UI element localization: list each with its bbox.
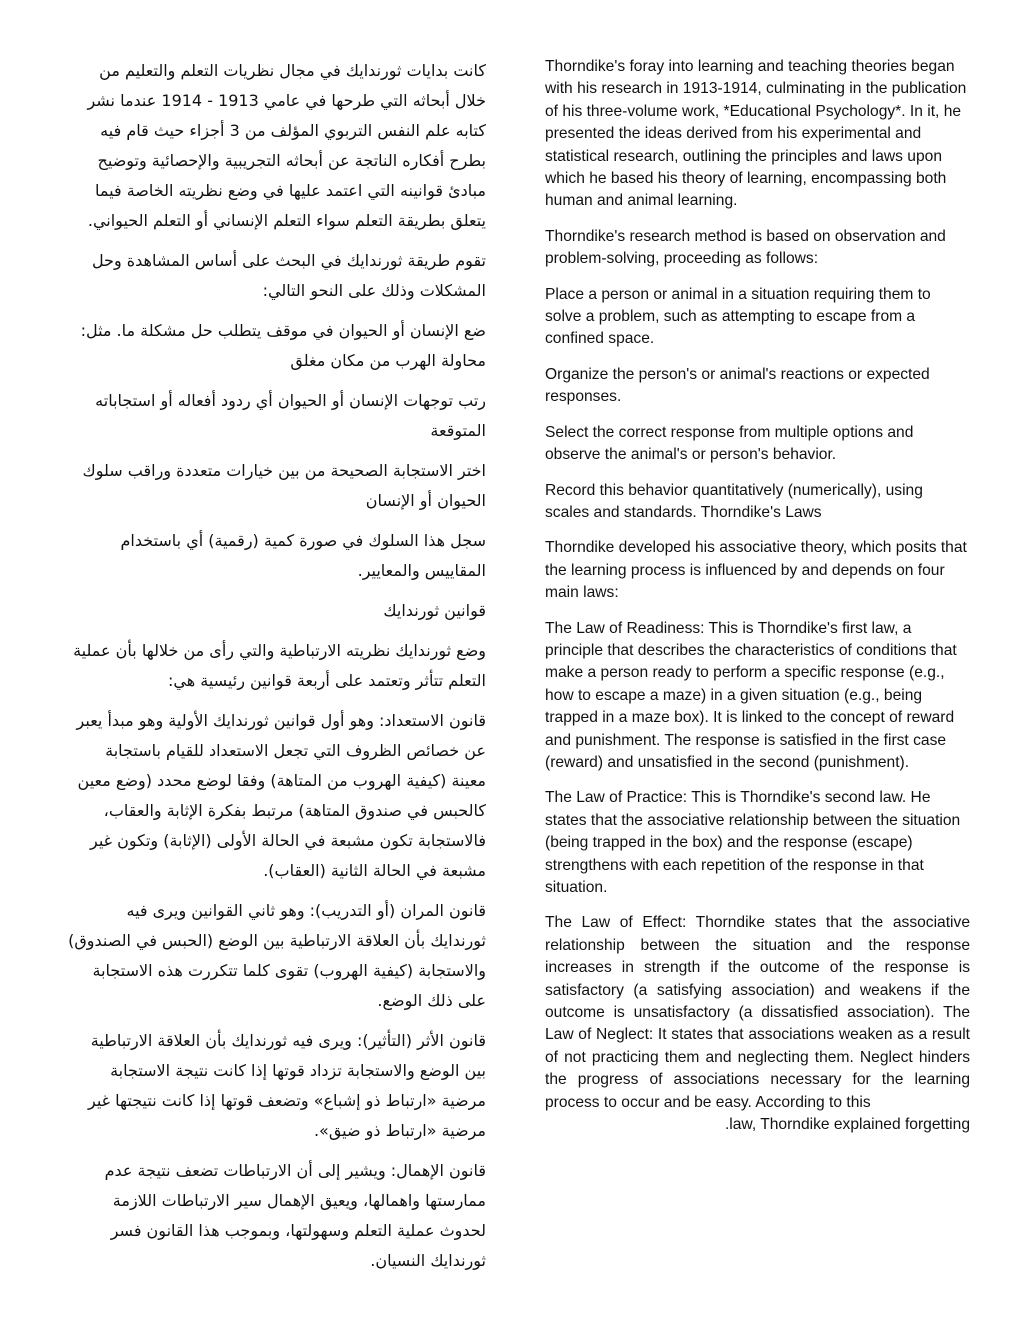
english-law-readiness: The Law of Readiness: This is Thorndike's first law, a principle that describes the characteristics of conditions that make a person ready to perform a specific response (e.g., how to escape a maze) in a given situation (e.g., being trapped in a maze box). It is linked to the concept of reward and punishment. The response is satisfied in the first case (reward) and unsatisfied in the second (punishment). <box>545 619 957 771</box>
arabic-step-1: ضع الإنسان أو الحيوان في موقف يتطلب حل مشكلة ما. مثل: محاولة الهرب من مكان مغلق <box>80 321 486 370</box>
arabic-law-neglect: قانون الإهمال: ويشير إلى أن الارتباطات تضعف نتيجة عدم ممارستها واهمالها، ويعيق الإهمال سير الارتباطات اللازمة لحدوث عملية التعلم وسهولتها، وبموجب هذا القانون فسر ثورندايك النسيان. <box>104 1161 486 1270</box>
arabic-law-practice: قانون المران (أو التدريب): وهو ثاني القوانين ويرى فيه ثورندايك بأن العلاقة الارتباطية بين الوضع (الحبس في الصندوق) والاستجابة (كيفية الهروب) تقوى كلما تتكررت هذه الاستجابة على ذلك الوضع. <box>68 901 486 1010</box>
arabic-intro-paragraph: كانت بدايات ثورندايك في مجال نظريات التعلم والتعليم من خلال أبحاثه التي طرحها في عامي 1913 - 1914 عندما نشر كتابه علم النفس التربوي المؤلف من 3 أجزاء حيث قام فيه بطرح أفكاره الناتجة عن أبحاثه التجريبية والإحصائية وتوضيح مبادئ قوانينه التي اعتمد عليها في وضع نظريته الخاصة فيما يتعلق بطريقة التعلم سواء التعلم الإنساني أو التعلم الحيواني. <box>87 61 486 230</box>
arabic-laws-intro: وضع ثورندايك نظريته الارتباطية والتي رأى من خلالها بأن عملية التعلم تتأثر وتعتمد على أربعة قوانين رئيسية هي: <box>73 641 486 690</box>
english-step-1: Place a person or animal in a situation requiring them to solve a problem, such as attempting to escape from a confined space. <box>545 285 931 348</box>
arabic-law-effect: قانون الأثر (التأثير): ويرى فيه ثورندايك بأن العلاقة الارتباطية بين الوضع والاستجابة تزداد قوتها إذا كانت نتيجة الاستجابة مرضية «ارتباط ذو إشباع» وتضعف قوتها إذا كانت نتيجتها غير مرضية «ارتباط ذو ضيق». <box>88 1031 486 1140</box>
arabic-step-3: اختر الاستجابة الصحيحة من بين خيارات متعددة وراقب سلوك الحيوان أو الإنسان <box>82 461 486 510</box>
english-law-practice: The Law of Practice: This is Thorndike's second law. He states that the associative relationship between the situation (being trapped in the box) and the response (escape) strengthens with each repetition of the response in that situation. <box>545 789 961 896</box>
english-law-neglect-last-line: .law, Thorndike explained forgetting <box>724 1116 970 1134</box>
arabic-laws-heading: قوانين ثورندايك <box>383 601 486 620</box>
english-law-effect-text: The Law of Effect: Thorndike states that the associative relationship between the situation and the response increases in strength if the outcome of the response is satisfactory (a satisfying association) and weakens if the outcome is unsatisfactory (a dissatisfied association). The Law of Neglect: It states that associations weaken as a result of not practicing them and neglecting them. Neglect hinders the progress of associations necessary for the learning process to occur and be easy. According to this <box>545 914 970 1111</box>
english-column <box>545 56 970 1149</box>
english-intro-paragraph: Thorndike's foray into learning and teaching theories began with his research in 1913-1914, culminating in the publication of his three-volume work, *Educational Psychology*. In it, he presented the ideas derived from his experimental and statistical research, outlining the principles and laws upon which he based his theory of learning, encompassing both human and animal learning. <box>545 58 967 210</box>
english-laws-intro: Thorndike developed his associative theory, which posits that the learning process is influenced by and depends on four main laws: <box>545 539 967 602</box>
english-law-effect-and-neglect <box>545 912 970 1136</box>
english-method-paragraph: Thorndike's research method is based on observation and problem-solving, proceeding as follows: <box>545 227 946 268</box>
arabic-law-readiness: قانون الاستعداد: وهو أول قوانين ثورندايك الأولية وهو مبدأ يعبر عن خصائص الظروف التي تجعل الاستعداد للقيام باستجابة معينة (كيفية الهروب من المتاهة) وفقا لوضع محدد (وضع معين كالحبس في صندوق المتاهة) مرتبط بفكرة الإثابة والعقاب، فالاستجابة تكون مشبعة في الحالة الأولى (الإثابة) وتكون غير مشبعة في الحالة الثانية (العقاب). <box>76 711 486 880</box>
arabic-step-4: سجل هذا السلوك في صورة كمية (رقمية) أي باستخدام المقاييس والمعايير. <box>120 531 486 580</box>
arabic-method-paragraph: تقوم طريقة ثورندايك في البحث على أساس المشاهدة وحل المشكلات وذلك على النحو التالي: <box>91 251 486 300</box>
english-step-3: Select the correct response from multiple options and observe the animal's or person's behavior. <box>545 423 914 464</box>
english-step-4: Record this behavior quantitatively (numerically), using scales and standards. Thorndike's Laws <box>545 481 923 521</box>
arabic-column <box>66 56 486 1286</box>
english-step-2: Organize the person's or animal's reactions or expected responses. <box>545 365 930 406</box>
arabic-step-2: رتب توجهات الإنسان أو الحيوان أي ردود أفعاله أو استجاباته المتوقعة <box>95 391 486 440</box>
